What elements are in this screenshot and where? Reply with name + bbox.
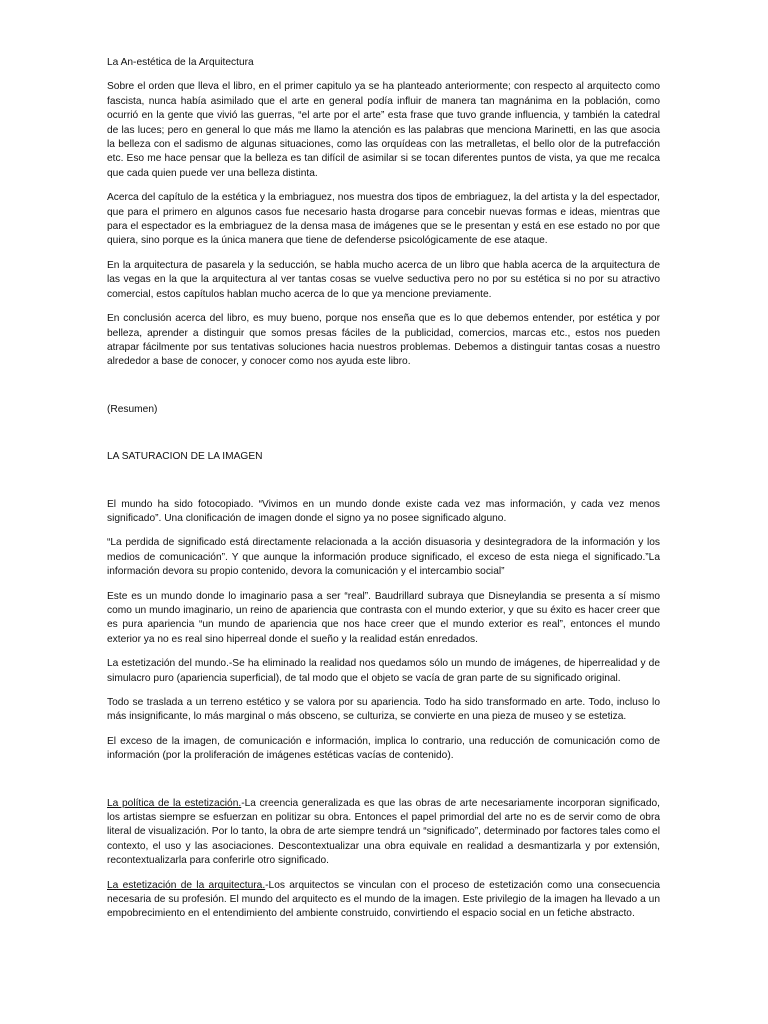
resumen-label: (Resumen) xyxy=(107,403,158,415)
arquitectura-body: -Los arquitectos se vinculan con el proceso de estetización como una consecuencia necesaria de su profesión. El mundo del arquitecto es el mundo de la imagen. Este privilegio de la imagen ha llevado a un empobrecimiento en el entendimiento del ambiente construido, convirtiendo el espacio social en un fetiche abstracto. xyxy=(107,879,660,920)
paragraph-conclusion: En conclusión acerca del libro, es muy bueno, porque nos enseña que es lo que debemos entender, por estética y por belleza, aprender a distinguir que somos presas fáciles de la publicidad, comercios, marcas etc., estos nos pueden atrapar fácilmente por sus tentativas soluciones hacia nuestros problemas. Debemos a distinguir tantas cosas a nuestro alrededor a base de conocer, y conocer como nos ayuda este libro. xyxy=(107,313,660,368)
paragraph-embriaguez: Acerca del capítulo de la estética y la embriaguez, nos muestra dos tipos de embriaguez, la del artista y la del espectador, que para el primero en algunos casos fue necesario hasta drogarse para concebir nuevas formas e ideas, mientras que para el espectador es la embriaguez de la densa masa de imágenes que se le presentan y está en ese estado no por que quiera, sino porque es la única manera que tiene de defenderse psicológicamente de ese ataque. xyxy=(107,192,660,247)
politica-body: -La creencia generalizada es que las obras de arte necesariamente incorporan significado, los artistas siempre se esfuerzan en politizar su obra. Entonces el papel primordial del arte no es de servir como de obra literal de visualización. Por lo tanto, la obra de arte siempre tendrá un “significado”, determinado por factores tales como el contexto, el uso y las asociaciones. Descontextualizar una obra equivale en realidad a desmantizarla y por extensión, recontextualizarla para conferirle otro significado. xyxy=(107,797,660,867)
document-page xyxy=(107,56,660,922)
paragraph-politica xyxy=(107,797,660,869)
section-title: LA SATURACION DE LA IMAGEN xyxy=(107,451,263,463)
paragraph-fotocopiado: El mundo ha sido fotocopiado. “Vivimos en un mundo donde existe cada vez mas información, y cada vez menos significado”. Una clonificación de imagen donde el signo ya no posee significado alguno. xyxy=(107,498,660,524)
paragraph-imaginario: Este es un mundo donde lo imaginario pasa a ser “real”. Baudrillard subraya que Disneylandia se presenta a sí mismo como un mundo imaginario, un reino de apariencia que contrasta con el mundo exterior, y que su éxito es hacer creer que es pura apariencia “un mundo de apariencia que nos hace creer que el mundo exterior es real”, entonces el mundo exterior ya no es real sino hiperreal donde el sueño y la realidad están enredados. xyxy=(107,590,660,645)
paragraph-perdida-significado: “La perdida de significado está directamente relacionada a la acción disuasoria y desintegradora de la información y los medios de comunicación”. Y que aunque la información produce significado, el exceso de esta niega el significado.”La información devora su propio contenido, devora la comunicación y el intercambio social” xyxy=(107,537,660,578)
paragraph-exceso-imagen: El exceso de la imagen, de comunicación e información, implica lo contrario, una reducción de comunicación como de información (por la proliferación de imágenes estéticas vacías de contenido). xyxy=(107,735,660,762)
paragraph-orden: Sobre el orden que lleva el libro, en el primer capitulo ya se ha planteado anteriormente; con respecto al arquitecto como fascista, nunca había asimilado que el arte en general podía influir de manera tan magnánima en la población, como ocurrió en la gente que vivió las guerras, “el arte por el arte” esta frase que tuvo grande influencia, y también la catedral de las luces; pero en general lo que más me llamo la atención es las palabras que menciona Marinetti, en las que asocia la belleza con el sadismo de algunas situaciones, como las orquídeas con las metralletas, el bello olor de la putrefacción etc. Eso me hace pensar que la belleza es tan difícil de asimilar si se tocan diferentes puntos de vista, ya que me recalca que cada quien puede ver una belleza distinta. xyxy=(107,81,660,179)
document-heading: La An-estética de la Arquitectura xyxy=(107,57,254,68)
paragraph-arquitectura xyxy=(107,879,660,922)
politica-lead: La política de la estetización. xyxy=(107,797,242,809)
paragraph-terreno-estetico: Todo se traslada a un terreno estético y se valora por su apariencia. Todo ha sido transformado en arte. Todo, incluso lo más insignificante, lo más marginal o más obsceno, se culturiza, se convierte en una pieza de museo y se estetiza. xyxy=(107,697,660,723)
paragraph-pasarela: En la arquitectura de pasarela y la seducción, se habla mucho acerca de un libro que habla acerca de la arquitectura de las vegas en la que la arquitectura al ver tantas cosas se vuelve seductiva pero no por su estética si no por su atractivo comercial, estos capítulos hablan mucho acerca de lo que ya mencione previamente. xyxy=(107,259,660,300)
paragraph-estetizacion-mundo: La estetización del mundo.-Se ha eliminado la realidad nos quedamos sólo un mundo de imágenes, de hiperrealidad y de simulacro puro (apariencia superficial), de tal modo que el objeto se vacía de gran parte de su significado original. xyxy=(107,658,660,684)
arquitectura-lead: La estetización de la arquitectura. xyxy=(107,879,266,891)
